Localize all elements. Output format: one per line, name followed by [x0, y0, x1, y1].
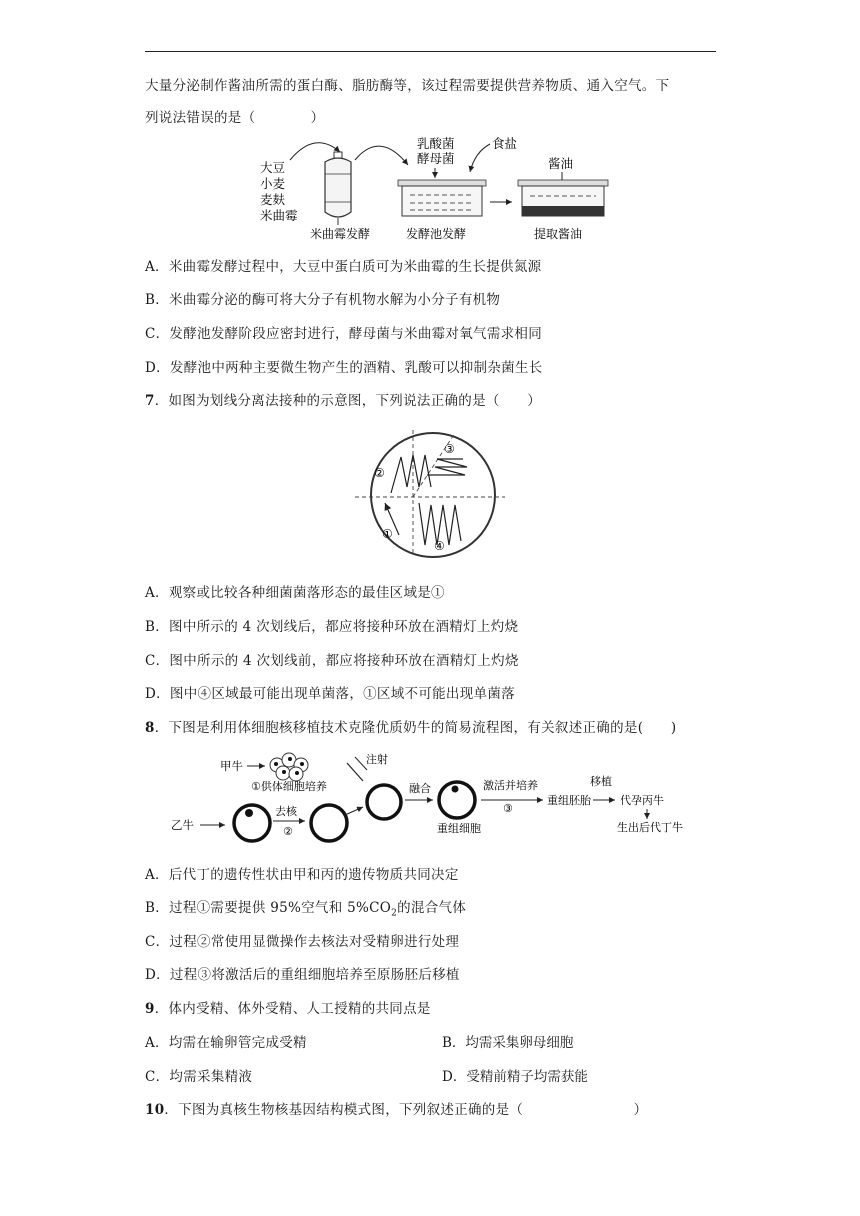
ingredient-aspergillus: 米曲霉	[260, 208, 298, 223]
q9-option-d: D．受精前精子均需获能	[442, 1069, 588, 1085]
fermentation-pool	[398, 180, 486, 216]
arrow-salt	[470, 144, 490, 172]
microbe-yeast: 酵母菌	[417, 151, 455, 166]
q8-number: 8	[145, 720, 155, 736]
arrow-to-injected	[345, 807, 363, 815]
injected-oocyte	[367, 785, 401, 819]
q8-option-d: D．过程③将激活后的重组细胞培养至原肠胚后移植	[145, 967, 460, 983]
q9-option-c: C．均需采集精液	[145, 1069, 253, 1085]
q7-number: 7	[145, 393, 155, 409]
q8-option-b	[145, 896, 466, 919]
q6-option-b: B．米曲霉分泌的酶可将大分子有机物水解为小分子有机物	[145, 292, 501, 308]
q10-number: 10	[145, 1102, 165, 1118]
stage1-label: 米曲霉发酵	[310, 227, 371, 241]
step2-label: ②	[283, 825, 293, 838]
enucleated-oocyte	[311, 805, 347, 841]
streak-2	[391, 455, 431, 493]
label-region-1: ①	[382, 527, 393, 541]
reconstructed-cell-label: 重组细胞	[437, 822, 481, 835]
offspring-label: 生出后代丁牛	[617, 821, 683, 834]
label-region-3: ③	[444, 442, 455, 456]
surrogate-label: 代孕丙牛	[620, 794, 664, 807]
donor-cells	[270, 753, 308, 781]
q6-stem-line2: 列说法错误的是（ ）	[145, 110, 325, 126]
q8-stem-text: ．下图是利用体细胞核移植技术克隆优质奶牛的简易流程图，有关叙述正确的是( )	[154, 720, 677, 736]
q8-option-a: A．后代丁的遗传性状由甲和丙的遗传物质共同决定	[145, 867, 459, 883]
enucleate-label: 去核	[275, 805, 297, 818]
soy-sauce-label: 酱油	[548, 156, 574, 171]
header-rule	[145, 51, 716, 52]
q9-option-b: B．均需采集卵母细胞	[442, 1035, 574, 1051]
arrow-to-fermenter	[290, 143, 340, 160]
q9-number: 9	[145, 1001, 155, 1017]
label-region-2: ②	[374, 466, 385, 480]
q7-option-d: D．图中④区域最可能出现单菌落，①区域不可能出现单菌落	[145, 686, 515, 702]
stage3-label: 提取酱油	[534, 227, 583, 241]
q6-option-d: D．发酵池中两种主要微生物产生的酒精、乳酸可以抑制杂菌生长	[145, 360, 543, 376]
inject-label: 注射	[366, 753, 388, 766]
step3-label: ③	[503, 802, 513, 815]
q10-stem	[145, 1098, 647, 1118]
q6-option-c: C．发酵池发酵阶段应密封进行，酵母菌与米曲霉对氧气需求相同	[145, 326, 543, 342]
q7-streak-plate-figure	[355, 425, 505, 560]
q9-stem-text: ．体内受精、体外受精、人工授精的共同点是	[154, 1001, 431, 1017]
cow-a-label: 甲牛	[220, 759, 243, 773]
stage2-label: 发酵池发酵	[406, 227, 467, 241]
q7-option-c: C．图中所示的 4 次划线前，都应将接种环放在酒精灯上灼烧	[145, 653, 519, 669]
q10-stem-text: ．下图为真核生物核基因结构模式图，下列叙述正确的是（ ）	[164, 1102, 648, 1118]
cow-b-label: 乙牛	[171, 818, 194, 832]
ingredients-list	[260, 160, 298, 223]
fermenter-tank	[325, 152, 351, 225]
q6-stem-line1: 大量分泌制作酱油所需的蛋白酶、脂肪酶等，该过程需要提供营养物质、通入空气。下	[145, 78, 670, 94]
ingredient-wheat: 小麦	[260, 176, 286, 191]
q7-option-a: A．观察或比较各种细菌菌落形态的最佳区域是①	[145, 585, 445, 601]
q6-figure	[250, 130, 620, 245]
q7-option-b: B．图中所示的 4 次划线后，都应将接种环放在酒精灯上灼烧	[145, 619, 519, 635]
q8-option-b-subscript: 2	[391, 908, 398, 919]
ingredient-bran: 麦麸	[260, 192, 286, 207]
q7-stem-text: ．如图为划线分离法接种的示意图，下列说法正确的是（ ）	[154, 393, 542, 409]
q8-option-c: C．过程②常使用显微操作去核法对受精卵进行处理	[145, 934, 460, 950]
q8-option-b-text: B．过程①需要提供 95%空气和 5%CO	[145, 900, 392, 916]
oocyte-nucleus	[245, 809, 253, 817]
ingredient-soybean: 大豆	[260, 160, 286, 175]
embryo-label: 重组胚胎	[547, 794, 591, 807]
q9-option-a: A．均需在输卵管完成受精	[145, 1035, 307, 1051]
fuse-label: 融合	[409, 782, 431, 795]
extraction-tank	[518, 180, 608, 216]
q9-stem	[145, 997, 431, 1017]
salt-label: 食盐	[492, 136, 518, 151]
reconstructed-nucleus	[452, 786, 459, 793]
arrow-to-pool	[355, 146, 408, 165]
microbe-lactic: 乳酸菌	[417, 136, 455, 151]
step1-label: ①供体细胞培养	[251, 780, 327, 793]
q8-option-b-tail: 的混合气体	[397, 900, 467, 916]
q7-stem	[145, 389, 541, 409]
q8-stem	[145, 716, 676, 736]
injection-needle	[347, 763, 363, 781]
q6-option-a: A．米曲霉发酵过程中，大豆中蛋白质可为米曲霉的生长提供氮源	[145, 259, 542, 275]
transfer-label: 移植	[590, 775, 612, 788]
q8-cloning-flowchart	[165, 745, 715, 855]
activate-label: 激活并培养	[483, 779, 538, 792]
label-region-4: ④	[434, 539, 445, 553]
